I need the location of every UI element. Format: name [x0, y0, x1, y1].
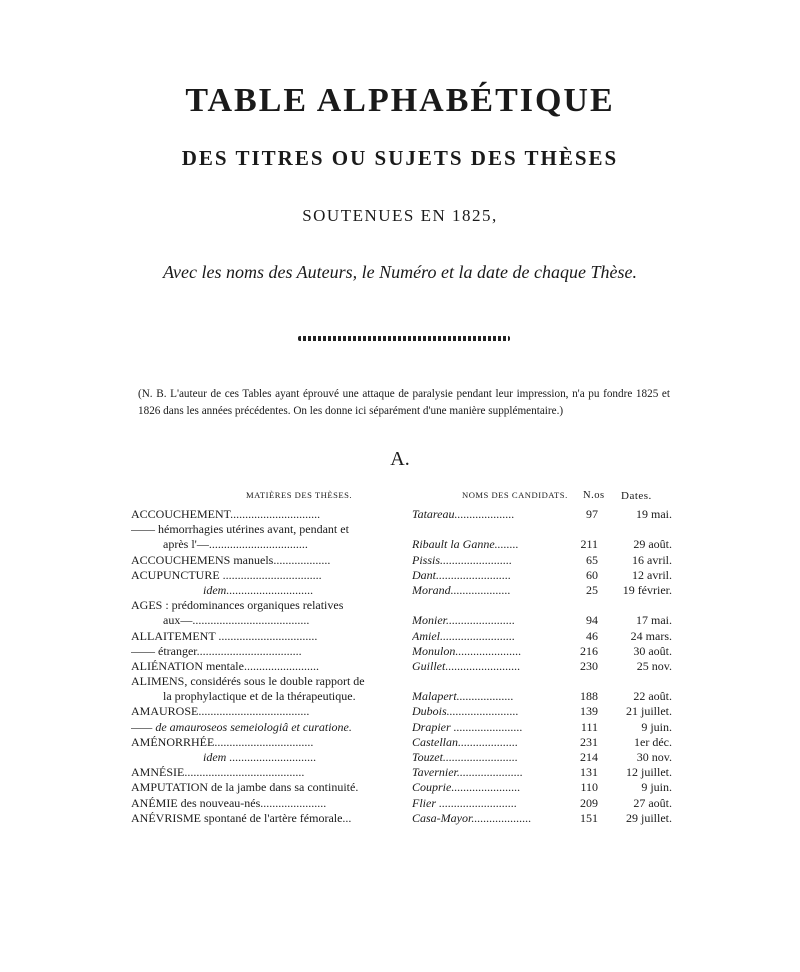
table-row — [0, 659, 800, 674]
entry-number: 188 — [580, 689, 598, 704]
entry-candidate: Touzet......................... — [412, 750, 518, 764]
table-row — [0, 507, 800, 522]
entry-date: 24 mars. — [630, 628, 672, 643]
table-row — [0, 568, 800, 583]
entry-subject: ACCOUCHEMENS manuels................... — [131, 552, 331, 567]
table-row — [0, 553, 800, 568]
entry-candidate: Tatareau.................... — [412, 507, 515, 521]
entry-subject: ACCOUCHEMENT.............................. — [131, 507, 321, 521]
entry-subject: ANÉVRISME spontané de l'artère fémorale... — [131, 810, 352, 825]
entry-candidate: Monulon...................... — [412, 643, 522, 658]
section-letter: A. — [390, 448, 410, 470]
entry-candidate: Castellan.................... — [412, 734, 519, 749]
entry-date: 21 juillet. — [626, 704, 672, 719]
table-row — [0, 629, 800, 644]
entry-subject: —— de amauroseos semeiologiâ et curatione. — [131, 719, 352, 734]
entry-number: 230 — [580, 658, 598, 673]
note-paragraph: (N. B. L'auteur de ces Tables ayant éprouvé une attaque de paralysie pendant leur impression, n'a pu fondre 1825 et 1826 dans les années précédentes. On les donne ici séparément d'une manière supplémentaire.) — [138, 388, 670, 417]
entry-date: 12 avril. — [632, 567, 672, 582]
entry-candidate: Amiel......................... — [412, 628, 515, 643]
entry-subject: AMPUTATION de la jambe dans sa continuité. — [131, 780, 359, 795]
entry-date: 29 juillet. — [626, 810, 672, 825]
entry-date: 30 août. — [633, 643, 672, 658]
entry-subject: ALIMENS, considérés sous le double rapport de — [131, 674, 365, 689]
table-row — [0, 613, 800, 628]
entry-number: 214 — [580, 750, 598, 764]
table-row — [0, 598, 800, 613]
table-row — [0, 765, 800, 780]
table-row — [0, 583, 800, 598]
entry-number: 111 — [580, 719, 598, 734]
entry-candidate: Couprie....................... — [412, 780, 521, 795]
entry-number: 65 — [586, 552, 598, 567]
entry-number: 97 — [586, 507, 598, 521]
column-header-noms: NOMS DES CANDIDATS. — [462, 490, 568, 500]
table-row — [0, 750, 800, 765]
entry-number: 60 — [586, 567, 598, 582]
entry-number: 151 — [580, 810, 598, 825]
entry-subject: ACUPUNCTURE ................................. — [131, 567, 322, 582]
entry-subject: ALLAITEMENT ................................. — [131, 628, 318, 643]
entry-date: 19 mai. — [636, 507, 672, 521]
table-row — [0, 644, 800, 659]
entry-candidate: Casa-Mayor.................... — [412, 810, 532, 825]
entry-candidate: Drapier ....................... — [412, 719, 523, 734]
entry-candidate: Dant......................... — [412, 567, 511, 582]
entry-subject: AMÉNORRHÉE................................. — [131, 734, 314, 749]
entry-number: 231 — [580, 734, 598, 749]
entry-candidate: Morand.................... — [412, 582, 511, 597]
table-row — [0, 735, 800, 750]
entry-candidate: Ribault la Ganne........ — [412, 537, 519, 552]
entry-subject: ANÉMIE des nouveau-nés...................... — [131, 795, 327, 810]
page-title: TABLE ALPHABÉTIQUE — [185, 82, 615, 119]
entry-date: 22 août. — [633, 689, 672, 704]
entry-candidate: Malapert................... — [412, 689, 514, 704]
column-header-matieres: MATIÈRES DES THÈSES. — [246, 490, 353, 500]
entry-subject: AMNÉSIE........................................ — [131, 765, 305, 780]
entry-subject: AMAUROSE..................................... — [131, 704, 310, 719]
entry-candidate: Pissis........................ — [412, 552, 513, 567]
table-row — [0, 780, 800, 795]
entries-table — [0, 507, 800, 826]
entry-subject: —— étranger................................... — [131, 643, 302, 658]
entry-number: 216 — [580, 643, 598, 658]
entry-date: 27 août. — [633, 795, 672, 810]
entry-subject: la prophylactique et de la thérapeutique. — [163, 689, 356, 704]
entry-subject: après l'—................................. — [163, 537, 308, 552]
table-row — [0, 704, 800, 719]
ornamental-divider — [298, 336, 510, 341]
entry-number: 46 — [586, 628, 598, 643]
title-line-3: SOUTENUES EN 1825, — [302, 206, 498, 225]
table-row — [0, 674, 800, 689]
table-row — [0, 720, 800, 735]
table-row — [0, 522, 800, 537]
entry-subject: aux—....................................... — [163, 613, 310, 628]
entry-candidate: Flier .......................... — [412, 795, 517, 810]
table-row — [0, 537, 800, 552]
entry-date: 29 août. — [633, 537, 672, 552]
entry-number: 25 — [586, 582, 598, 597]
entry-candidate: Monier....................... — [412, 613, 515, 628]
entry-number: 131 — [580, 765, 598, 780]
entry-subject: ALIÉNATION mentale......................... — [131, 658, 319, 673]
entry-date: 25 nov. — [636, 658, 672, 673]
entry-number: 209 — [580, 795, 598, 810]
entry-date: 17 mai. — [636, 613, 672, 628]
entry-candidate: Guillet......................... — [412, 658, 521, 673]
entry-subject: idem ............................. — [203, 750, 317, 764]
subtitle: Avec les noms des Auteurs, le Numéro et la date de chaque Thèse. — [163, 262, 637, 282]
entry-date: 19 février. — [622, 582, 672, 597]
entry-date: 9 juin. — [641, 719, 672, 734]
entry-date: 9 juin. — [641, 780, 672, 795]
column-header-numero: N.os — [583, 490, 605, 501]
entry-date: 1er déc. — [634, 734, 672, 749]
entry-number: 94 — [586, 613, 598, 628]
entry-date: 30 nov. — [636, 750, 672, 764]
entry-date: 12 juillet. — [626, 765, 672, 780]
table-row — [0, 796, 800, 811]
title-line-2: DES TITRES OU SUJETS DES THÈSES — [181, 146, 619, 170]
table-row — [0, 689, 800, 704]
entry-candidate: Dubois........................ — [412, 704, 519, 719]
entry-subject: idem............................. — [203, 582, 314, 597]
entry-number: 211 — [580, 537, 598, 552]
entry-number: 110 — [580, 780, 598, 795]
entry-subject: AGES : prédominances organiques relatives — [131, 598, 344, 613]
entry-number: 139 — [580, 704, 598, 719]
entry-date: 16 avril. — [632, 552, 672, 567]
table-row — [0, 811, 800, 826]
entry-candidate: Tavernier...................... — [412, 765, 523, 780]
entry-subject: —— hémorrhagies utérines avant, pendant et — [131, 522, 349, 537]
column-header-dates: Dates. — [621, 490, 652, 502]
